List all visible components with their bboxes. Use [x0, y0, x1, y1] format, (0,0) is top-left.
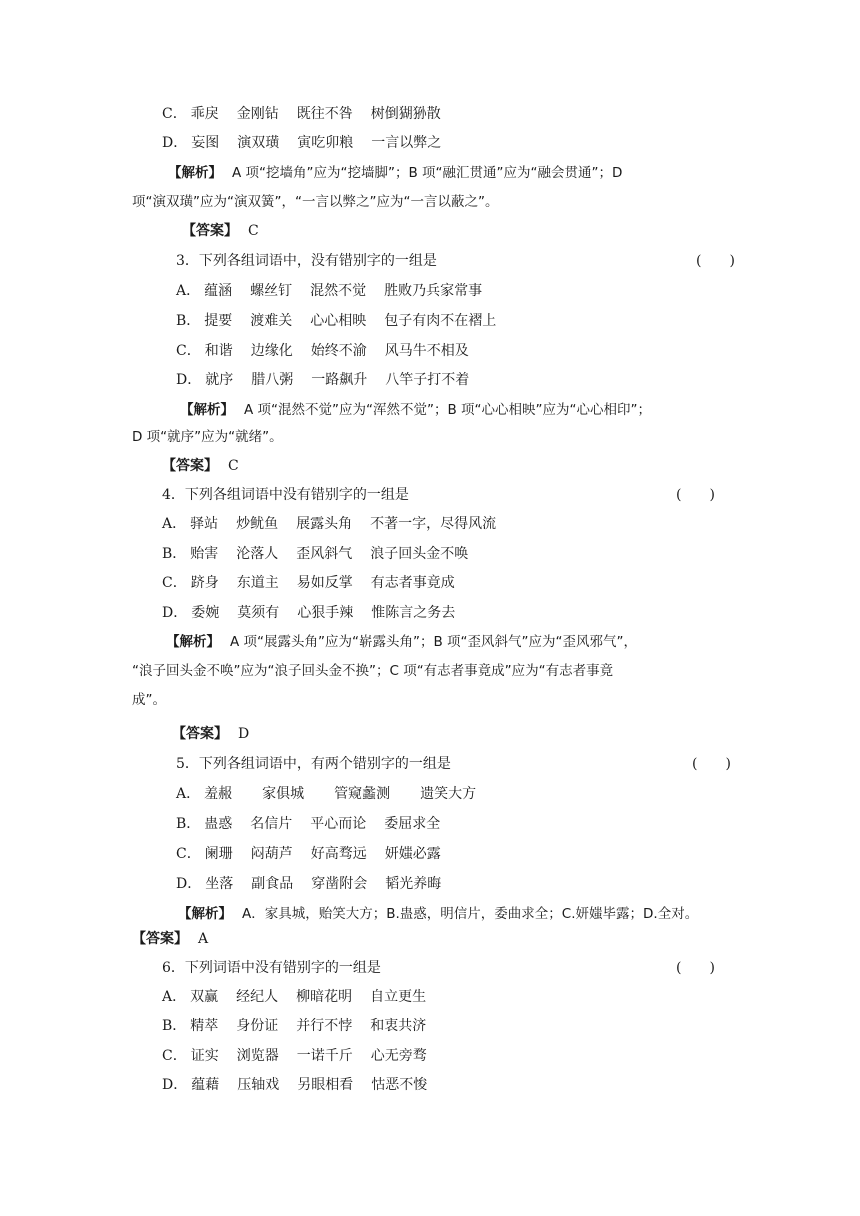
q2-analysis-cont: 项“演双璜”应为“演双簧”，“一言以弊之”应为“一言以蔽之”。 [132, 194, 499, 210]
analysis-tag: 【解析】 [178, 906, 232, 922]
analysis-tag: 【解析】 [168, 165, 222, 181]
answer-tag: 【答案】 [132, 931, 188, 947]
q4-option-d: D． 委婉 莫须有 心狠手辣 惟陈言之务去 [162, 605, 456, 621]
q4-answer-paren: ( ) [676, 487, 715, 503]
answer-tag: 【答案】 [162, 458, 218, 474]
q5-answer: 【答案】 A [132, 931, 209, 947]
analysis-tag: 【解析】 [166, 634, 220, 650]
q5-stem: 5．下列各组词语中，有两个错别字的一组是 [176, 756, 451, 772]
q3-option-b: B． 提要 渡难关 心心相映 包子有肉不在褶上 [176, 313, 497, 329]
q3-analysis-cont: D 项“就序”应为“就绪”。 [132, 429, 283, 445]
q3-option-d: D． 就序 腊八粥 一路飙升 八竿子打不着 [176, 372, 470, 388]
answer-tag: 【答案】 [182, 223, 238, 239]
q3-option-c: C． 和谐 边缘化 始终不渝 风马牛不相及 [176, 343, 469, 359]
answer-tag: 【答案】 [172, 726, 228, 742]
q4-analysis-cont: “浪子回头金不唤”应为“浪子回头金不换”；C 项“有志者事竟成”应为“有志者事竟 [132, 663, 614, 679]
q2-option-c: C． 乖戾 金刚钻 既往不咎 树倒猢狲散 [162, 106, 441, 122]
q4-analysis-cont2: 成”。 [132, 692, 166, 708]
option-label: C． [162, 106, 187, 122]
q6-stem: 6．下列词语中没有错别字的一组是 [162, 960, 381, 976]
q6-option-a: A． 双赢 经纪人 柳暗花明 自立更生 [162, 989, 427, 1005]
q5-option-b: B． 蛊惑 名信片 平心而论 委屈求全 [176, 816, 441, 832]
q5-answer-paren: ( ) [692, 756, 731, 772]
q4-option-c: C． 跻身 东道主 易如反掌 有志者事竟成 [162, 575, 455, 591]
q3-stem: 3．下列各组词语中，没有错别字的一组是 [176, 253, 437, 269]
q4-analysis: 【解析】 A 项“展露头角”应为“崭露头角”；B 项“歪风斜气”应为“歪风邪气”， [166, 634, 638, 650]
q2-answer: 【答案】 C [182, 223, 259, 239]
q3-answer-paren: ( ) [696, 253, 735, 269]
q3-analysis: 【解析】 A 项“混然不觉”应为“浑然不觉”；B 项“心心相映”应为“心心相印”； [180, 402, 652, 418]
q5-option-d: D． 坐落 副食品 穿凿附会 韬光养晦 [176, 876, 442, 892]
option-label: D． [162, 135, 188, 151]
q4-answer: 【答案】 D [172, 726, 250, 742]
analysis-tag: 【解析】 [180, 402, 234, 418]
q6-answer-paren: ( ) [676, 960, 715, 976]
q6-option-d: D． 蕴藉 压轴戏 另眼相看 怙恶不悛 [162, 1077, 428, 1093]
q2-analysis: 【解析】 A 项“挖墙角”应为“挖墙脚”；B 项“融汇贯通”应为“融会贯通”；D [168, 165, 623, 181]
q5-analysis: 【解析】 A．家具城，贻笑大方；B.蛊惑，明信片，委曲求全；C.妍媸毕露；D.全对。 [178, 906, 699, 922]
q4-stem: 4．下列各组词语中没有错别字的一组是 [162, 487, 409, 503]
q4-option-b: B． 贻害 沦落人 歪风斜气 浪子回头金不唤 [162, 546, 469, 562]
q5-option-c: C． 阑珊 闷葫芦 好高骛远 妍媸必露 [176, 846, 441, 862]
q6-option-c: C． 证实 浏览器 一诺千斤 心无旁骛 [162, 1048, 427, 1064]
q2-option-d: D． 妄图 演双璜 寅吃卯粮 一言以弊之 [162, 135, 442, 151]
q3-option-a: A． 蕴涵 螺丝钉 混然不觉 胜败乃兵家常事 [176, 283, 483, 299]
q3-answer: 【答案】 C [162, 458, 239, 474]
q4-option-a: A． 驿站 炒鱿鱼 展露头角 不著一字，尽得风流 [162, 516, 497, 532]
q5-option-a: A． 羞赧 家俱城 管窥蠡测 遗笑大方 [176, 786, 477, 802]
q6-option-b: B． 精萃 身份证 并行不悖 和衷共济 [162, 1018, 427, 1034]
